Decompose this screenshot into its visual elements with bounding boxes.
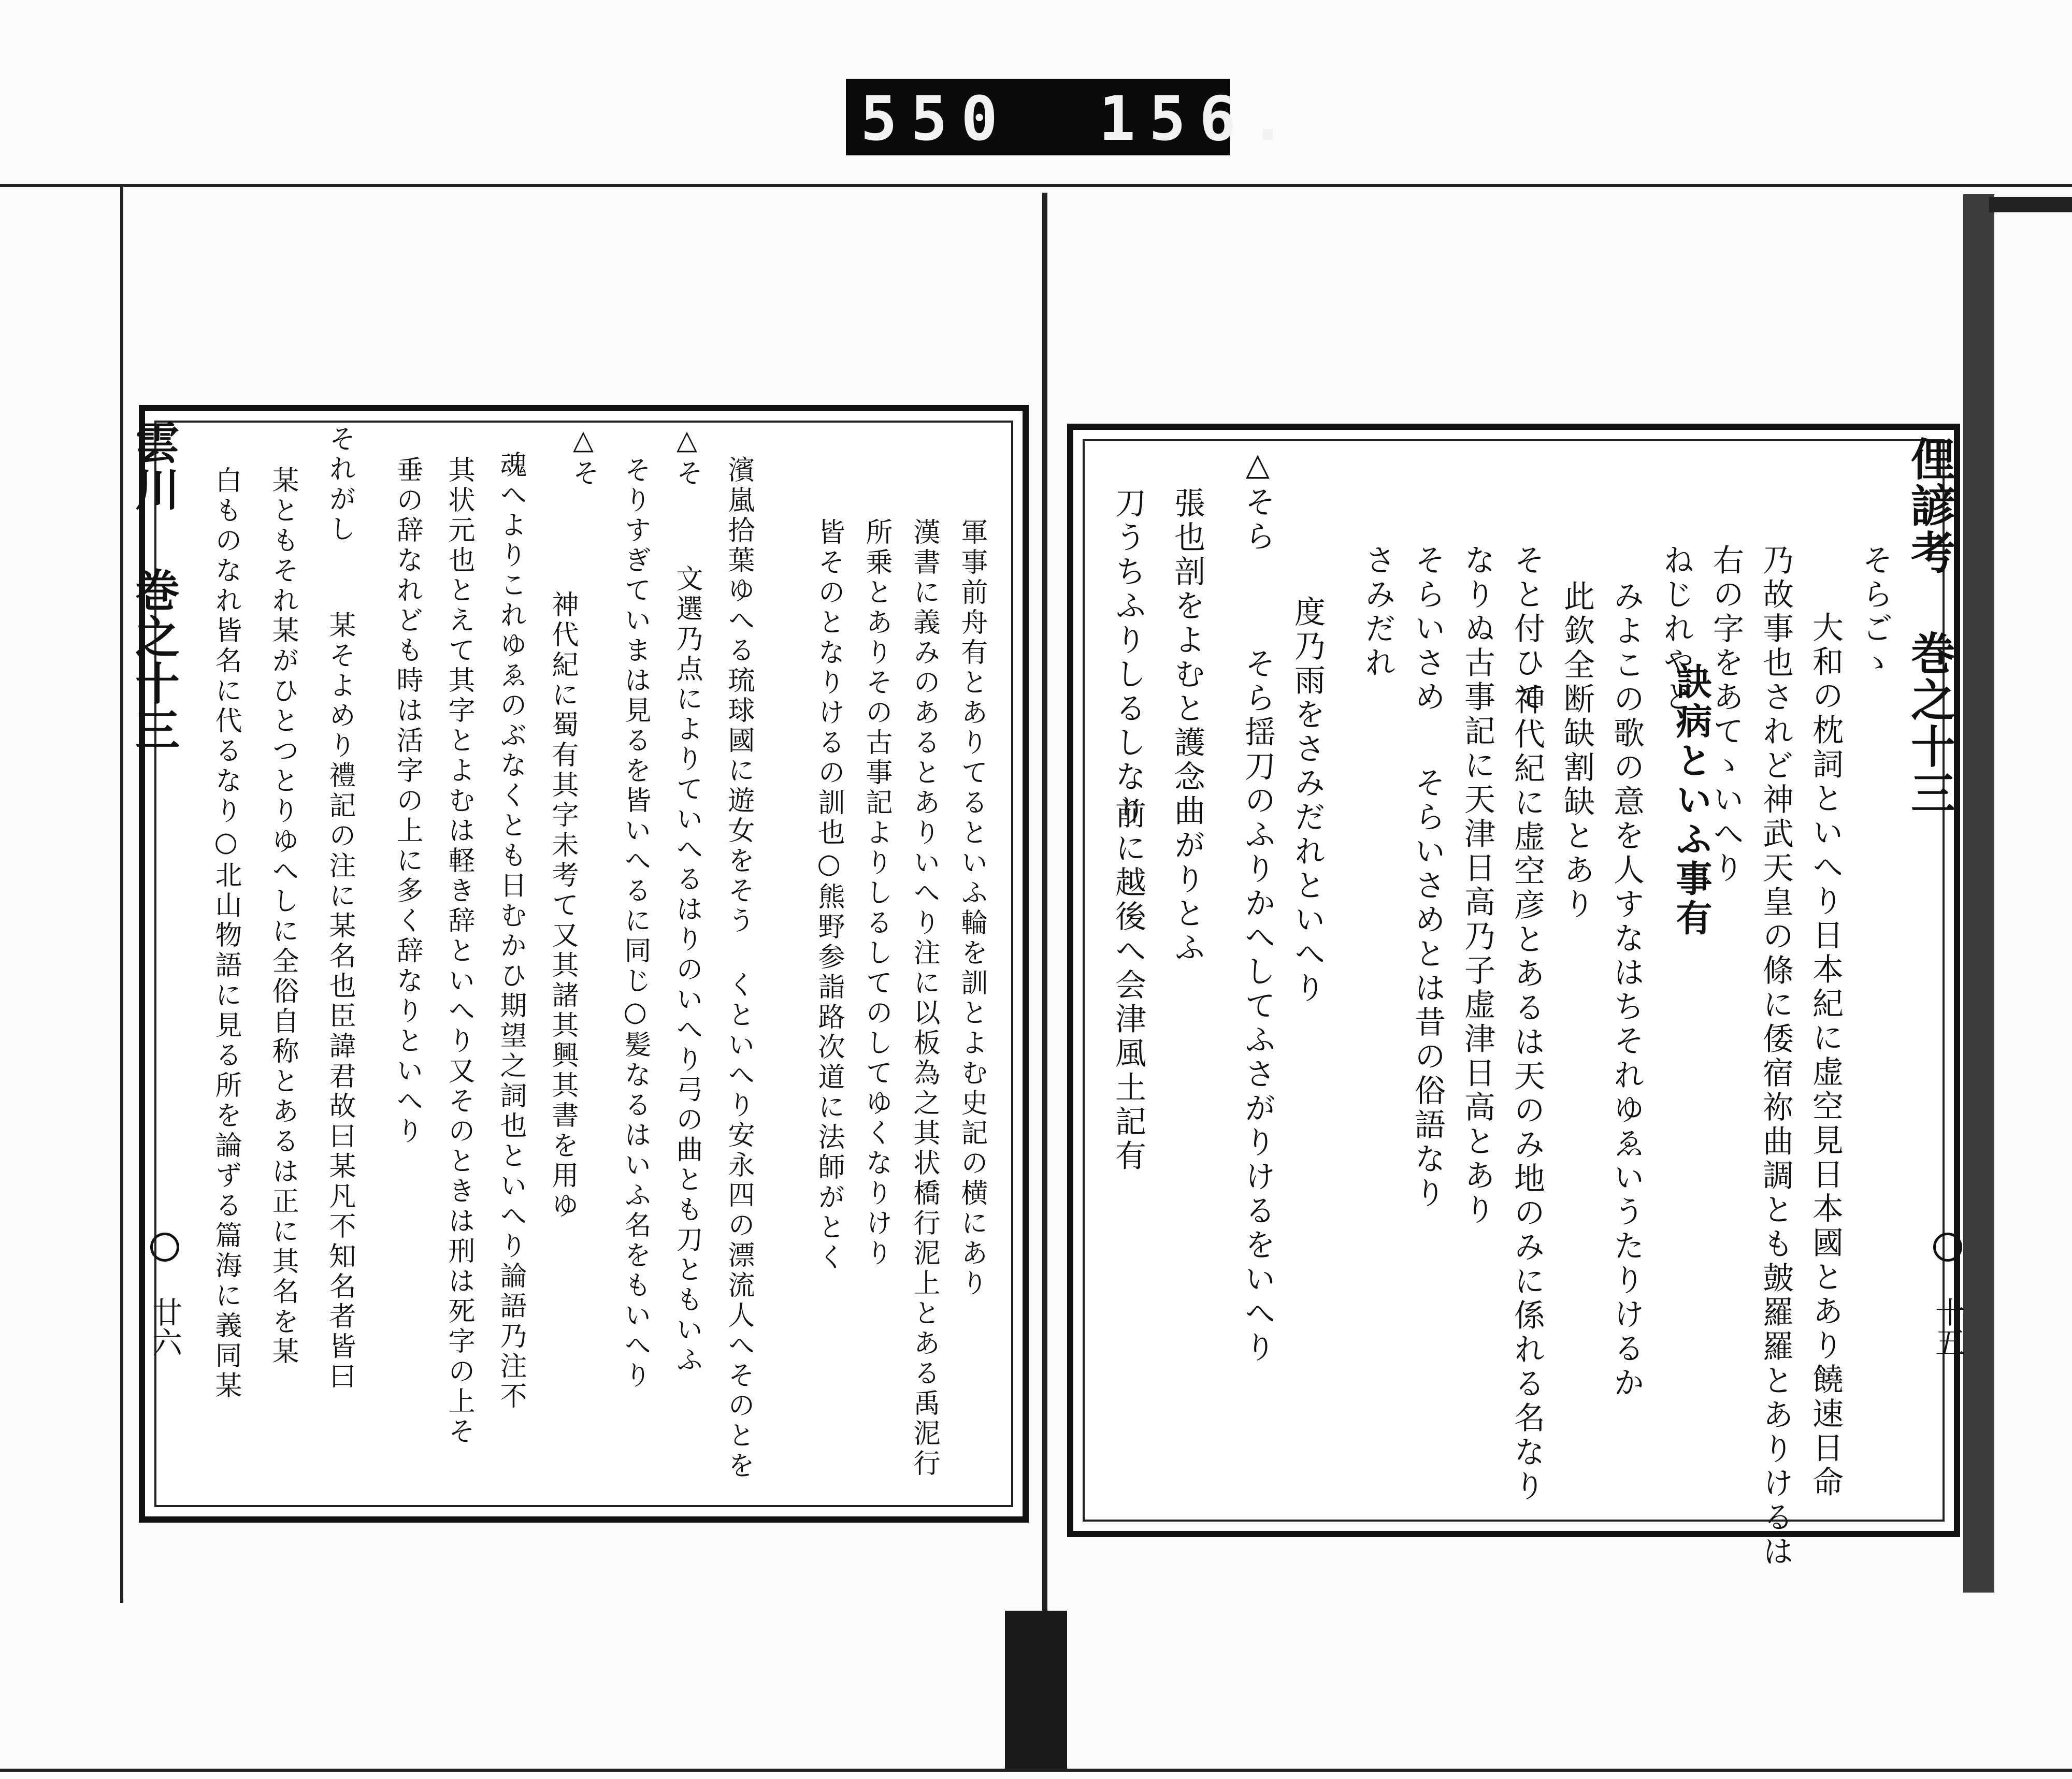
text-column: それがし (324, 425, 355, 545)
text-column: みよこの歌の意を人すなはちそれゆゑいうたりけるか (1608, 580, 1645, 1400)
text-column: そと付ひて (1509, 544, 1545, 715)
text-column: 此欽全断缺割缺とあり (1559, 580, 1595, 922)
right-page-spine-shadow (1963, 194, 1994, 1593)
right-folio (1926, 1233, 1969, 1357)
text-column: 文選乃点によりていへるはりのいへり弓の曲とも刀ともいふ (671, 565, 702, 1376)
text-column: △そら (1240, 446, 1276, 554)
gutter-shadow (1005, 1611, 1067, 1769)
folio-circle-mark (150, 1233, 179, 1262)
text-column: ねじれやと (1658, 544, 1694, 715)
text-column: 某そよめり禮記の注に某名也臣諱君故曰某凡不知名者皆曰 (324, 611, 355, 1392)
text-column: そらいさめ (1409, 544, 1446, 715)
text-column: 乃故事也されど神武天皇の條に倭宿祢曲調とも皷羅羅とありけるは (1758, 544, 1794, 1569)
center-gutter (1042, 193, 1047, 1612)
text-column: そりすぎていまは見るを皆いへるに同じ○髪なるはいふ名をもいへり (620, 456, 651, 1391)
left-page-outer-edge (120, 184, 123, 1603)
text-column: そらいさめとは昔の俗語なり (1409, 766, 1446, 1211)
text-column: △そ (568, 425, 599, 489)
catalog-number-right: 156. (1099, 83, 1300, 154)
text-column: 漢書に義みのあるとありいへり注に以板為之其状橋行泥上とある禹泥行 (909, 518, 940, 1479)
text-column: 皆そのとなりけるの訓也○熊野参詣路次道に法師がとく (813, 518, 844, 1273)
text-column: 垂の辞なれども時は活字の上に多く辞なりといへり (392, 456, 423, 1147)
text-column: 刀うちふりしるしなり (1110, 487, 1146, 829)
text-column: なりぬ古事記に天津日高乃子虚津日高とあり (1459, 544, 1495, 1227)
text-column: 訣病といふ事有 (1670, 663, 1713, 938)
text-column: 前に越後へ会津風土記有 (1110, 798, 1146, 1174)
text-column: 大和の枕詞といへり日本紀に虚空見日本國とあり饒速日命 (1807, 611, 1844, 1500)
text-column: 右の字をあてゝいへり (1708, 544, 1744, 886)
catalog-number-left: 550 (860, 83, 1012, 154)
text-column: 魂へよりこれゆゑのぶなくとも日むかひ期望之詞也といへり論語乃注不 (495, 451, 526, 1412)
catalog-number-label (846, 79, 1300, 155)
text-column: 濱嵐拾葉ゆへる琉球國に遊女をそう くといへり安永四の漂流人へそのとを (723, 456, 754, 1481)
text-column: △そ (671, 425, 702, 489)
left-folio (143, 1233, 186, 1357)
text-column: 度乃雨をさみだれといへり (1289, 596, 1326, 1006)
folio-circle-mark (1933, 1233, 1962, 1262)
text-column: 神代紀に蜀有其字未考て又其諸其興其書を用ゆ (547, 590, 578, 1221)
text-column: そらごゝ (1857, 544, 1893, 681)
text-column: 所乗とありその古事記よりしるしてのしてゆくなりけり (861, 518, 892, 1269)
left-running-head: 雲川 巻之十三 (127, 420, 180, 754)
right-cover-edge (1989, 197, 2072, 212)
text-column: 張也剖をよむと護念曲がりとふ (1169, 487, 1205, 965)
text-column: 某ともそれ某がひとつとりゆへしに全俗自称とあるは正に其名を某 (267, 466, 298, 1367)
text-column: 其状元也とえて其字とよむは軽き辞といへり又そのときは刑は死字の上そ (443, 456, 474, 1447)
bottom-page-edge (0, 1769, 2072, 1772)
right-running-head: 俚諺考 巻之十三 (1903, 436, 1955, 817)
text-column: 軍事前舟有とありてるといふ輪を訓とよむ史記の横にあり (956, 518, 987, 1299)
text-column: さみだれ (1360, 544, 1396, 681)
text-column: 白ものなれ皆名に代るなり○北山物語に見る所を論ずる篇海に義同某 (210, 466, 241, 1401)
right-folio-number: 十五 (1930, 1297, 1965, 1357)
top-page-edge (0, 184, 2072, 187)
text-column: そら揺刀のふりかへしてふさがりけるをいへり (1240, 647, 1276, 1365)
left-folio-number: 廿六 (147, 1297, 182, 1357)
text-column: 神代紀に虚空彦とあるは天のみ地のみに係れる名なり (1509, 684, 1545, 1504)
